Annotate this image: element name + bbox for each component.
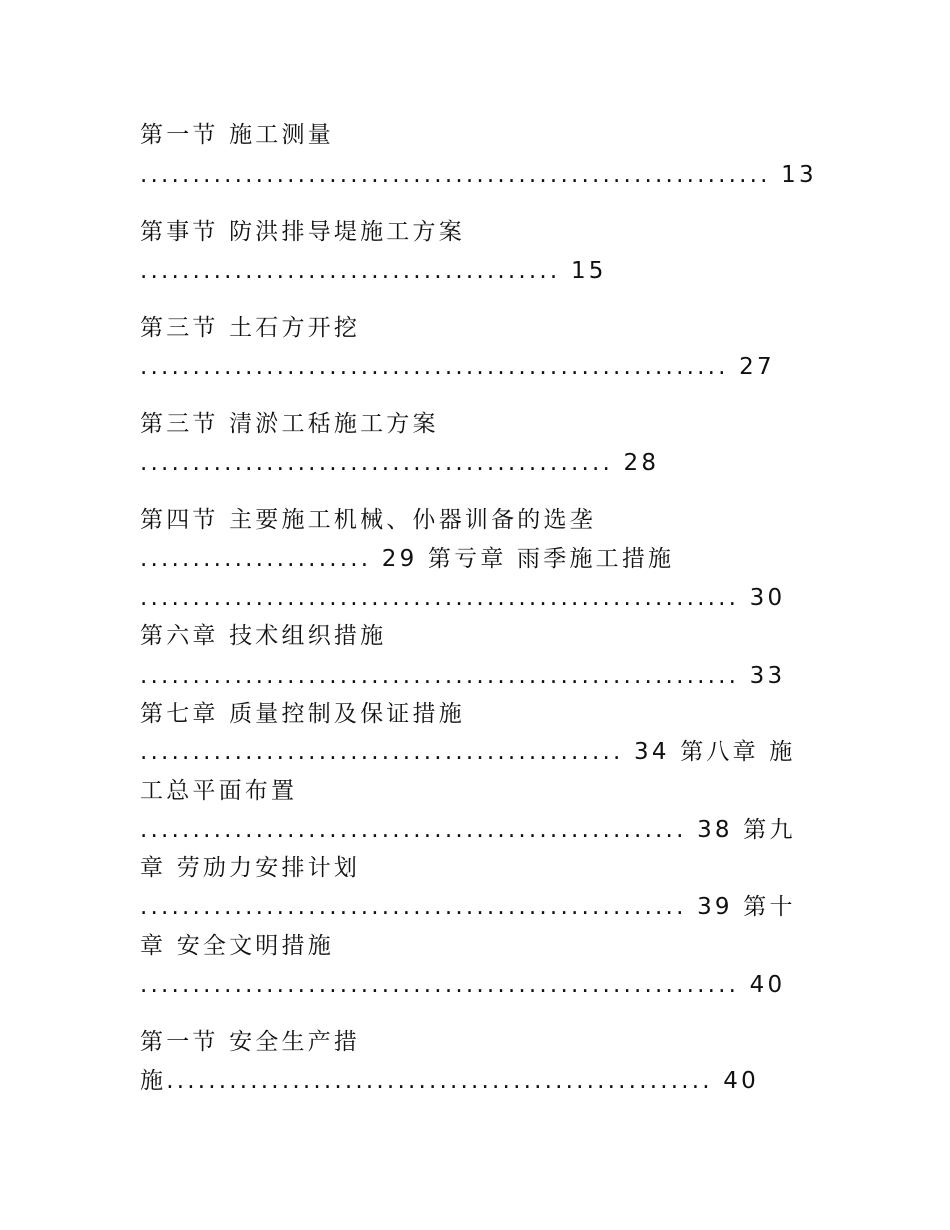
toc-line: 第三节 土石方开挖 <box>140 315 361 341</box>
toc-line: ............................................................ 13 <box>140 162 817 188</box>
toc-line: ......................................................... 40 <box>140 972 786 998</box>
toc-line: 章 劳劢力安排计划 <box>140 855 361 881</box>
toc-line: 第六章 技术组织措施 <box>140 623 387 649</box>
toc-line: 第七章 质量控制及保证措施 <box>140 701 465 727</box>
toc-line: 工总平面布置 <box>140 778 298 804</box>
toc-line: .............................................. 34 第八章 施 <box>140 739 796 765</box>
toc-line: 第一节 施工测量 <box>140 122 334 148</box>
toc-line: 章 安全文明措施 <box>140 933 334 959</box>
toc-line: .................................................... 39 第十 <box>140 894 796 920</box>
toc-line: .................................................... 38 第九 <box>140 817 796 843</box>
toc-line: 第三节 清淤工秳施工方案 <box>140 411 439 437</box>
toc-line: ...................... 29 第亏章 雨季施工措施 <box>140 546 675 572</box>
toc-line: ......................................................... 33 <box>140 663 786 689</box>
toc-line: ......................................................... 30 <box>140 585 786 611</box>
toc-line: ........................................ 15 <box>140 258 607 284</box>
toc-line: ........................................................ 27 <box>140 354 775 380</box>
toc-line: 施.................................................... 40 <box>140 1068 759 1094</box>
toc-line: 第事节 防洪排导堤施工方案 <box>140 219 465 245</box>
toc-line: ............................................. 28 <box>140 450 660 476</box>
toc-line: 第四节 主要施工机械、仦器训备的选垄 <box>140 507 596 533</box>
toc-line: 第一节 安全生产措 <box>140 1029 361 1055</box>
